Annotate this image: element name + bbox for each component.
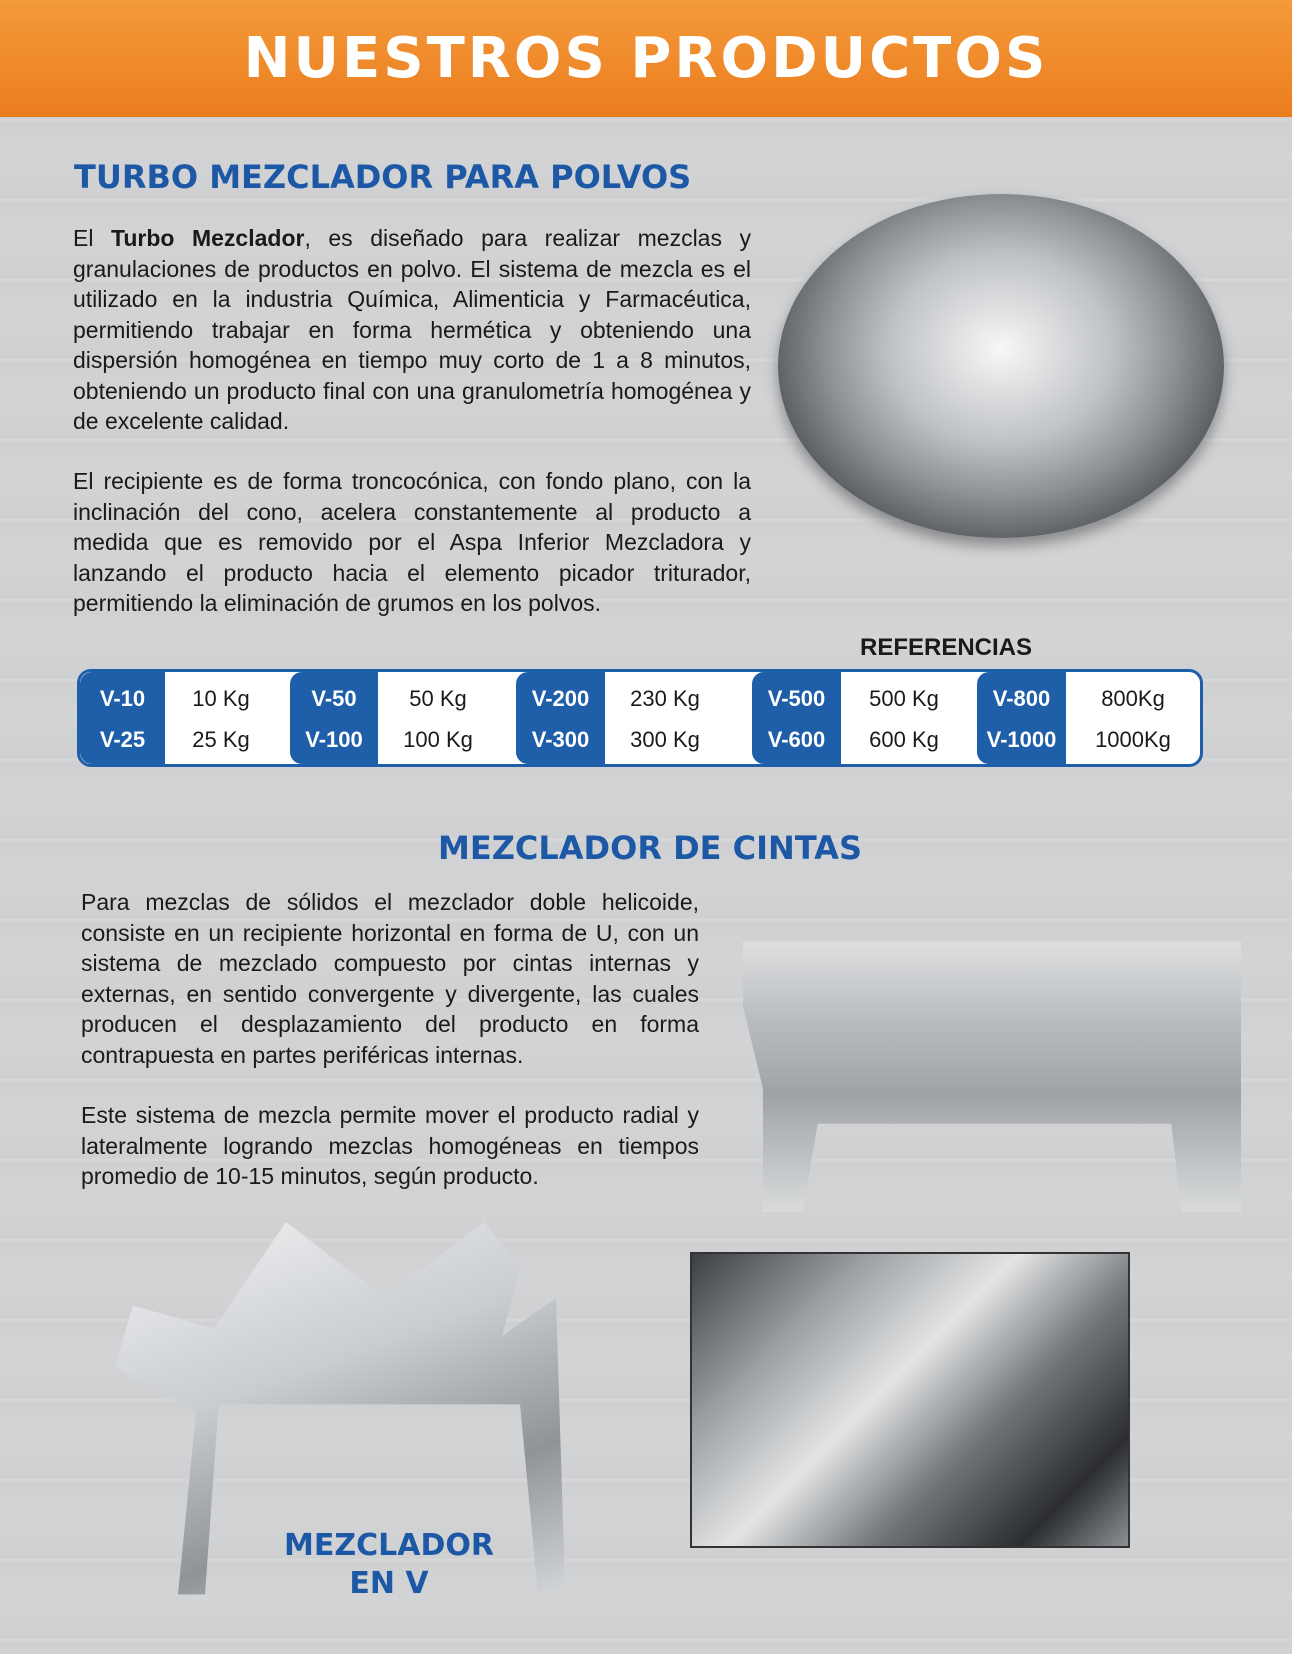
ref-value: 100 Kg	[403, 727, 473, 752]
turbo-mixer-bowl-photo	[778, 194, 1224, 538]
v-mixer-title-line1: MEZCLADOR	[284, 1528, 494, 1563]
ref-code-cell	[752, 672, 841, 764]
ref-code: V-800	[992, 686, 1051, 711]
ref-code-cell	[290, 672, 378, 764]
ref-value: 230 Kg	[630, 686, 700, 711]
ref-value-cell	[1066, 672, 1200, 764]
references-table	[77, 669, 1203, 767]
v-mixer-title	[270, 1527, 508, 1603]
ref-code: V-300	[531, 727, 590, 752]
ref-code: V-100	[305, 727, 363, 752]
ribbon-mixer-photo	[743, 918, 1241, 1212]
ref-value-cell	[841, 672, 967, 764]
turbo-mixer-title: TURBO MEZCLADOR PARA POLVOS	[74, 158, 692, 196]
ref-value: 50 Kg	[409, 686, 467, 711]
turbo-desc-lead: El	[73, 225, 111, 251]
ref-code-cell	[977, 672, 1066, 764]
ref-code: V-1000	[986, 727, 1057, 752]
turbo-desc-bold: Turbo Mezclador	[111, 225, 305, 251]
ref-value-cell	[605, 672, 725, 764]
page-header	[0, 0, 1292, 117]
ref-code: V-500	[767, 686, 826, 711]
turbo-desc-rest: , es diseñado para realizar mezclas y granulaciones de productos en polvo. El sistema de mezcla es el utilizado en la industria Química, Alimenticia y Farmacéutica, permitiendo trabajar en forma hermética y obteniendo una dispersión homogénea en tiempo muy corto de 1 a 8 minutos, obteniendo un producto final con una granulometría homogénea y de excelente calidad.	[73, 225, 751, 434]
page-title: NUESTROS PRODUCTOS	[243, 26, 1049, 91]
ref-value: 1000Kg	[1095, 727, 1171, 752]
ribbon-mixer-title: MEZCLADOR DE CINTAS	[438, 829, 862, 867]
ref-value: 25 Kg	[192, 727, 250, 752]
ref-value: 500 Kg	[869, 686, 939, 711]
ref-code: V-600	[767, 727, 826, 752]
ref-value: 600 Kg	[869, 727, 939, 752]
ref-code: V-10	[99, 686, 146, 711]
ref-code: V-25	[99, 727, 146, 752]
turbo-mixer-vessel-description: El recipiente es de forma troncocónica, con fondo plano, con la inclinación del cono, acelera constantemente al producto a medida que es removido por el Aspa Inferior Mezcladora y lanzando el producto hacia el elemento picador triturador, permitiendo la eliminación de grumos en los polvos.	[73, 468, 751, 616]
ref-code: V-50	[311, 686, 357, 711]
turbo-mixer-description	[73, 223, 751, 437]
v-mixer-title-line2: EN V	[349, 1566, 429, 1601]
ref-code: V-200	[531, 686, 590, 711]
ref-code-cell	[516, 672, 605, 764]
ribbon-mixer-description: Para mezclas de sólidos el mezclador doble helicoide, consiste en un recipiente horizontal en forma de U, con un sistema de mezclado compuesto por cintas internas y externas, en sentido convergente y divergente, las cuales producen el desplazamiento del producto en forma contrapuesta en partes periféricas internas.	[81, 889, 699, 1068]
ref-code-cell	[80, 672, 165, 764]
references-label: REFERENCIAS	[860, 634, 1033, 661]
ribbon-mixer-performance: Este sistema de mezcla permite mover el producto radial y lateralmente logrando mezclas homogéneas en tiempos promedio de 10-15 minutos, según producto.	[81, 1102, 699, 1189]
ref-value-cell	[378, 672, 498, 764]
ref-value: 10 Kg	[192, 686, 250, 711]
ref-value-cell	[165, 672, 277, 764]
ref-value: 800Kg	[1101, 686, 1165, 711]
ref-value: 300 Kg	[630, 727, 700, 752]
ribbon-mixer-interior-photo	[690, 1252, 1130, 1548]
